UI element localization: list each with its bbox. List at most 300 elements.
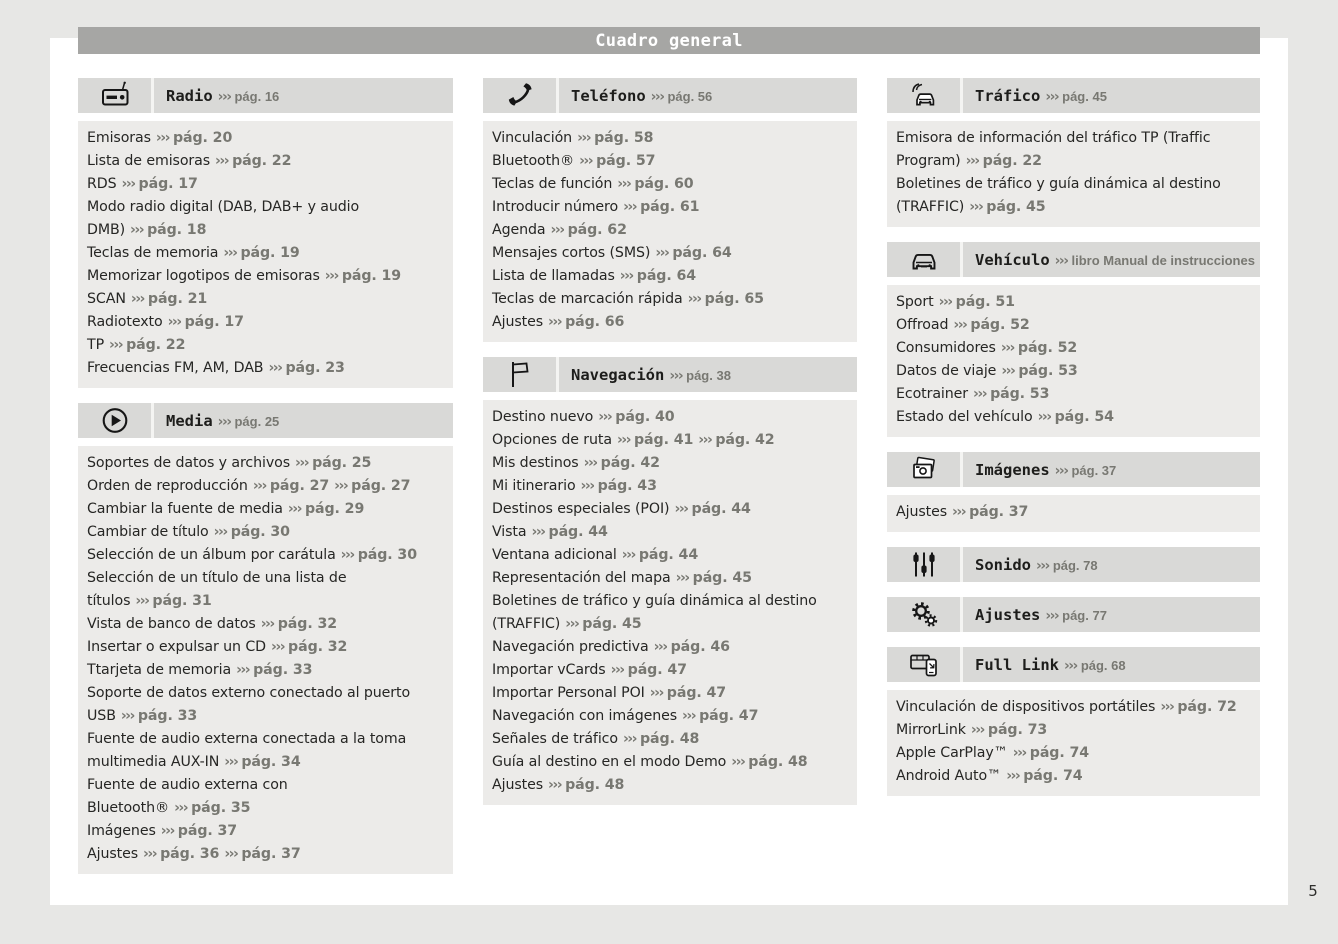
triple-chevron-icon: ›››: [548, 314, 562, 330]
page-ref-label: pág. 38: [686, 368, 731, 383]
section-item-list: [887, 285, 1260, 437]
toc-item: [492, 242, 851, 265]
section-header-telefono: [483, 78, 857, 113]
page-ref-item: [1155, 699, 1236, 715]
triple-chevron-icon: ›››: [621, 547, 635, 563]
toc-item: [896, 173, 1254, 219]
toc-item: [492, 544, 851, 567]
toc-item-label: Cambiar la fuente de media: [87, 501, 283, 517]
toc-item: [896, 501, 1254, 524]
triple-chevron-icon: ›››: [334, 478, 348, 494]
toc-item-label: RDS: [87, 176, 117, 192]
toc-item-label: Memorizar logotipos de emisoras: [87, 268, 320, 284]
page-ref-item: [248, 478, 329, 494]
toc-item-label: Consumidores: [896, 340, 996, 356]
page-ref-label: pág. 44: [638, 547, 699, 563]
triple-chevron-icon: ›››: [598, 409, 612, 425]
toc-item: [87, 127, 447, 150]
toc-section-sonido: [887, 547, 1260, 582]
page-ref-label: pág. 17: [138, 176, 198, 192]
page-ref-label: pág. 48: [748, 754, 808, 770]
toc-item: [492, 311, 851, 334]
toc-item-label: Frecuencias FM, AM, DAB: [87, 360, 264, 376]
triple-chevron-icon: ›››: [577, 130, 591, 146]
page-ref-item: [263, 360, 344, 376]
toc-item-label: Bluetooth®: [492, 153, 575, 169]
toc-section-imagenes: [887, 452, 1260, 532]
page-ref-label: pág. 34: [241, 754, 301, 770]
page-ref-item: [615, 268, 696, 284]
page-ref-item: [576, 478, 657, 494]
triple-chevron-icon: ›››: [215, 153, 229, 169]
page-ref-item: [1001, 768, 1082, 784]
triple-chevron-icon: ›››: [1036, 558, 1049, 574]
triple-chevron-icon: ›››: [698, 432, 712, 448]
toc-item-label: Soportes de datos y archivos: [87, 455, 291, 471]
toc-item: [87, 265, 447, 288]
page-ref-item: [572, 130, 653, 146]
triple-chevron-icon: ›››: [655, 245, 669, 261]
triple-chevron-icon: ›››: [970, 722, 984, 738]
toc-item: [492, 590, 851, 636]
page-ref-label: pág. 65: [704, 291, 764, 307]
page-ref-item: [283, 501, 364, 517]
page-ref-label: pág. 74: [1029, 745, 1090, 761]
toc-item: [492, 265, 851, 288]
sound-sliders-icon: [907, 549, 941, 580]
page-ref-label: pág. 33: [253, 662, 313, 678]
toc-item: [896, 360, 1254, 383]
play-icon: [98, 405, 132, 436]
page-ref-label: pág. 22: [982, 153, 1042, 169]
page-ref-item: [968, 386, 1049, 402]
page-ref-item: [329, 478, 410, 494]
toc-section-navegacion: [483, 357, 857, 805]
toc-item-label: Teclas de marcación rápida: [492, 291, 683, 307]
traffic-icon: [907, 80, 941, 111]
page-ref-label: pág. 30: [357, 547, 417, 563]
toc-item: [87, 242, 447, 265]
toc-item: [87, 196, 447, 242]
page-ref-item: [617, 547, 698, 563]
page-ref-label: pág. 74: [1023, 768, 1083, 784]
section-title: Full Link: [975, 655, 1059, 674]
page-ref-label: pág. 52: [970, 317, 1030, 333]
page-ref-label: pág. 54: [1054, 409, 1114, 425]
page-ref-item: [219, 754, 300, 770]
toc-item-label: Sport: [896, 294, 934, 310]
page-ref-label: pág. 32: [288, 639, 348, 655]
page-ref-label: pág. 72: [1177, 699, 1237, 715]
page-ref-label: pág. 27: [269, 478, 330, 494]
triple-chevron-icon: ›››: [653, 639, 667, 655]
toc-item: [492, 498, 851, 521]
toc-item-label: Estado del vehículo: [896, 409, 1033, 425]
triple-chevron-icon: ›››: [174, 800, 188, 816]
toc-item-label: Mis destinos: [492, 455, 579, 471]
section-item-list: [78, 446, 453, 874]
page-ref-label: pág. 20: [172, 130, 233, 146]
toc-item: [492, 521, 851, 544]
triple-chevron-icon: ›››: [1054, 463, 1068, 479]
page-ref-item: [209, 524, 290, 540]
page-ref-item: [290, 455, 371, 471]
triple-chevron-icon: ›››: [120, 708, 134, 724]
section-item-list: [483, 400, 857, 805]
toc-item-label: Selección de un título de una lista de títulos: [87, 570, 347, 609]
page-ref-label: pág. 48: [640, 731, 700, 747]
toc-item: [87, 150, 447, 173]
page-ref-item: [1008, 745, 1089, 761]
toc-item: [492, 219, 851, 242]
page-ref-label: pág. 19: [240, 245, 300, 261]
toc-item: [492, 173, 851, 196]
page-ref-header: [646, 86, 713, 105]
triple-chevron-icon: ›››: [610, 662, 624, 678]
page-ref-label: pág. 44: [691, 501, 751, 517]
triple-chevron-icon: ›››: [340, 547, 354, 563]
page-ref-label: pág. 64: [672, 245, 732, 261]
page-ref-header: [1040, 86, 1107, 105]
toc-section-full-link: [887, 647, 1260, 796]
toc-item: [87, 820, 447, 843]
section-title: Radio: [166, 86, 213, 105]
triple-chevron-icon: ›››: [160, 823, 174, 839]
toc-item-label: Insertar o expulsar un CD: [87, 639, 266, 655]
toc-item: [492, 751, 851, 774]
toc-item-label: Navegación predictiva: [492, 639, 649, 655]
page-title-bar: [78, 27, 1260, 54]
page-ref-label: pág. 56: [667, 89, 713, 104]
toc-item: [492, 659, 851, 682]
triple-chevron-icon: ›››: [731, 754, 745, 770]
triple-chevron-icon: ›››: [213, 524, 227, 540]
triple-chevron-icon: ›››: [548, 777, 562, 793]
toc-item: [87, 311, 447, 334]
page-ref-label: pág. 62: [567, 222, 627, 238]
section-header-ajustes: [887, 597, 1260, 632]
triple-chevron-icon: ›››: [130, 291, 144, 307]
toc-item-label: Boletines de tráfico y guía dinámica al destino (TRAFFIC): [896, 176, 1221, 215]
page-ref-item: [948, 317, 1029, 333]
toc-item-label: Ttarjeta de memoria: [87, 662, 232, 678]
page-ref-label: pág. 35: [191, 800, 251, 816]
page-ref-label: pág. 22: [232, 153, 292, 169]
page-ref-header: [1031, 555, 1098, 574]
toc-item: [492, 636, 851, 659]
page-ref-item: [612, 432, 693, 448]
section-header-media: [78, 403, 453, 438]
page-ref-label: pág. 22: [126, 337, 186, 353]
section-header-trafico: [887, 78, 1260, 113]
triple-chevron-icon: ›››: [217, 414, 231, 430]
section-title: Media: [166, 411, 213, 430]
page-ref-item: [618, 731, 699, 747]
triple-chevron-icon: ›››: [1064, 658, 1077, 674]
toc-item-label: Ajustes: [492, 777, 544, 793]
page-ref-label: pág. 42: [715, 432, 775, 448]
toc-item-label: Android Auto™: [896, 768, 1002, 784]
page-ref-item: [163, 314, 244, 330]
triple-chevron-icon: ›››: [224, 846, 238, 862]
page-ref-label: pág. 77: [1062, 608, 1107, 623]
page-ref-label: pág. 78: [1052, 558, 1098, 573]
page-ref-label: pág. 37: [241, 846, 301, 862]
page-ref-label: pág. 51: [955, 294, 1015, 310]
page-ref-item: [1033, 409, 1114, 425]
toc-item-label: Imágenes: [87, 823, 156, 839]
triple-chevron-icon: ›››: [167, 314, 181, 330]
toc-item-label: Importar vCards: [492, 662, 606, 678]
toc-item: [87, 357, 447, 380]
triple-chevron-icon: ›››: [649, 685, 663, 701]
triple-chevron-icon: ›››: [531, 524, 545, 540]
section-item-list: [887, 495, 1260, 532]
triple-chevron-icon: ›››: [271, 639, 285, 655]
triple-chevron-icon: ›››: [1006, 768, 1020, 784]
page-ref-label: pág. 30: [230, 524, 290, 540]
toc-item-label: Selección de un álbum por carátula: [87, 547, 336, 563]
toc-item: [896, 314, 1254, 337]
triple-chevron-icon: ›››: [260, 616, 274, 632]
toc-item-label: SCAN: [87, 291, 126, 307]
toc-item-label: Fuente de audio externa conectada a la toma multimedia AUX-IN: [87, 731, 407, 770]
page-ref-item: [156, 823, 237, 839]
toc-item: [492, 567, 851, 590]
triple-chevron-icon: ›››: [565, 616, 579, 632]
toc-item: [87, 728, 447, 774]
toc-item: [492, 288, 851, 311]
page-ref-label: pág. 37: [969, 504, 1029, 520]
triple-chevron-icon: ›››: [1045, 608, 1059, 624]
triple-chevron-icon: ›››: [623, 199, 637, 215]
phone-icon: [503, 80, 537, 111]
page-title: Cuadro general: [595, 30, 743, 51]
triple-chevron-icon: ›››: [155, 130, 169, 146]
triple-chevron-icon: ›››: [295, 455, 309, 471]
page-ref-label: pág. 61: [640, 199, 700, 215]
toc-item: [492, 196, 851, 219]
page-ref-item: [612, 176, 693, 192]
page-ref-item: [966, 722, 1047, 738]
page-ref-label: pág. 42: [600, 455, 660, 471]
toc-item: [896, 337, 1254, 360]
toc-column-left: [78, 78, 453, 889]
toc-section-media: [78, 403, 453, 874]
page-ref-item: [543, 314, 624, 330]
toc-item: [87, 843, 447, 866]
toc-item: [492, 728, 851, 751]
triple-chevron-icon: ›››: [616, 432, 630, 448]
page-ref-label: pág. 45: [1062, 89, 1107, 104]
triple-chevron-icon: ›››: [682, 708, 696, 724]
page-ref-item: [104, 337, 185, 353]
page-ref-label: pág. 68: [1080, 658, 1126, 673]
page-ref-item: [947, 504, 1028, 520]
toc-item: [87, 334, 447, 357]
triple-chevron-icon: ›››: [1000, 340, 1014, 356]
page-ref-label: pág. 57: [596, 153, 656, 169]
toc-item: [492, 127, 851, 150]
page-ref-item: [169, 800, 250, 816]
triple-chevron-icon: ›››: [223, 245, 237, 261]
page-ref-item: [669, 501, 750, 517]
toc-item-label: Orden de reproducción: [87, 478, 248, 494]
page-ref-item: [934, 294, 1015, 310]
page-ref-header: [1050, 460, 1117, 479]
triple-chevron-icon: ›››: [1012, 745, 1026, 761]
page-ref-item: [320, 268, 401, 284]
page-ref-label: libro Manual de instrucciones: [1071, 253, 1255, 268]
page-ref-label: pág. 32: [277, 616, 338, 632]
toc-item: [87, 613, 447, 636]
toc-item-label: Representación del mapa: [492, 570, 671, 586]
toc-item-label: Teclas de función: [492, 176, 613, 192]
triple-chevron-icon: ›››: [324, 268, 338, 284]
section-title: Teléfono: [571, 86, 646, 105]
toc-item: [87, 774, 447, 820]
section-header-navegacion: [483, 357, 857, 392]
section-item-list: [887, 121, 1260, 227]
triple-chevron-icon: ›››: [675, 570, 689, 586]
flag-icon: [503, 359, 537, 390]
page-ref-item: [574, 153, 655, 169]
page-ref-item: [231, 662, 312, 678]
toc-item: [87, 521, 447, 544]
triple-chevron-icon: ›››: [617, 176, 631, 192]
triple-chevron-icon: ›››: [669, 368, 683, 384]
toc-item: [492, 475, 851, 498]
page-ref-label: pág. 47: [666, 685, 727, 701]
section-title: Imágenes: [975, 460, 1050, 479]
section-header-imagenes: [887, 452, 1260, 487]
section-item-list: [78, 121, 453, 388]
toc-item-label: Lista de llamadas: [492, 268, 615, 284]
triple-chevron-icon: ›››: [952, 504, 966, 520]
toc-item: [896, 765, 1254, 788]
toc-item-label: Mensajes cortos (SMS): [492, 245, 651, 261]
triple-chevron-icon: ›››: [550, 222, 564, 238]
section-header-full-link: [887, 647, 1260, 682]
page-number: 5: [1308, 882, 1318, 900]
section-header-radio: [78, 78, 453, 113]
triple-chevron-icon: ›››: [650, 89, 664, 105]
toc-item-label: Opciones de ruta: [492, 432, 612, 448]
page-ref-label: pág. 21: [147, 291, 208, 307]
page-ref-label: pág. 17: [184, 314, 244, 330]
triple-chevron-icon: ›››: [687, 291, 701, 307]
page-ref-label: pág. 64: [636, 268, 697, 284]
page-ref-label: pág. 45: [582, 616, 642, 632]
page-ref-item: [218, 245, 299, 261]
section-item-list: [483, 121, 857, 342]
toc-item-label: Datos de viaje: [896, 363, 997, 379]
toc-item-label: MirrorLink: [896, 722, 966, 738]
page-ref-header: [213, 86, 280, 105]
page-ref-item: [256, 616, 337, 632]
triple-chevron-icon: ›››: [236, 662, 250, 678]
triple-chevron-icon: ›››: [674, 501, 688, 517]
triple-chevron-icon: ›››: [965, 153, 979, 169]
page-ref-item: [964, 199, 1045, 215]
triple-chevron-icon: ›››: [143, 846, 157, 862]
page-ref-label: pág. 37: [1071, 463, 1117, 478]
triple-chevron-icon: ›››: [973, 386, 987, 402]
page-ref-item: [336, 547, 417, 563]
page-ref-label: pág. 25: [312, 455, 372, 471]
page-ref-label: pág. 25: [234, 414, 280, 429]
full-link-icon: [907, 649, 941, 680]
toc-item: [87, 682, 447, 728]
triple-chevron-icon: ›››: [224, 754, 238, 770]
toc-item: [87, 498, 447, 521]
toc-item-label: Soporte de datos externo conectado al puerto USB: [87, 685, 411, 724]
page-ref-item: [593, 409, 674, 425]
section-title: Ajustes: [975, 605, 1041, 624]
car-icon: [907, 244, 941, 275]
toc-item-label: Mi itinerario: [492, 478, 576, 494]
triple-chevron-icon: ›››: [622, 731, 636, 747]
toc-item-label: Destino nuevo: [492, 409, 594, 425]
page-ref-item: [671, 570, 752, 586]
section-title: Vehículo: [975, 250, 1050, 269]
toc-item: [896, 719, 1254, 742]
triple-chevron-icon: ›››: [268, 360, 282, 376]
page-ref-item: [693, 432, 774, 448]
page-ref-label: pág. 58: [594, 130, 654, 146]
page-ref-header: [664, 365, 731, 384]
section-title: Navegación: [571, 365, 665, 384]
triple-chevron-icon: ›››: [135, 593, 149, 609]
page-ref-header: [1059, 655, 1126, 674]
section-header-vehiculo: [887, 242, 1260, 277]
page-ref-item: [677, 708, 758, 724]
page-ref-label: pág. 47: [627, 662, 687, 678]
page-ref-item: [266, 639, 347, 655]
triple-chevron-icon: ›››: [130, 222, 144, 238]
page-ref-header: [213, 411, 280, 430]
toc-item-label: Navegación con imágenes: [492, 708, 678, 724]
page-ref-item: [961, 153, 1042, 169]
toc-item-label: Ajustes: [87, 846, 139, 862]
toc-item-label: Ventana adicional: [492, 547, 617, 563]
toc-item: [87, 544, 447, 567]
page-ref-label: pág. 46: [670, 639, 730, 655]
triple-chevron-icon: ›››: [969, 199, 983, 215]
page-ref-item: [683, 291, 764, 307]
toc-column-middle: [483, 78, 857, 820]
page-ref-item: [151, 130, 232, 146]
toc-item-label: Radiotexto: [87, 314, 163, 330]
page-ref-item: [606, 662, 687, 678]
page-ref-label: pág. 18: [147, 222, 207, 238]
triple-chevron-icon: ›››: [938, 294, 952, 310]
toc-item-label: Cambiar de título: [87, 524, 209, 540]
section-title: Sonido: [975, 555, 1031, 574]
triple-chevron-icon: ›››: [252, 478, 266, 494]
triple-chevron-icon: ›››: [1001, 363, 1015, 379]
toc-item-label: Señales de tráfico: [492, 731, 618, 747]
page-ref-item: [618, 199, 699, 215]
toc-section-trafico: [887, 78, 1260, 227]
page-ref-label: pág. 27: [351, 478, 411, 494]
toc-item: [896, 696, 1254, 719]
triple-chevron-icon: ›››: [109, 337, 123, 353]
page-ref-label: pág. 37: [177, 823, 238, 839]
toc-item: [492, 452, 851, 475]
page-ref-header: [1040, 605, 1107, 624]
toc-item-label: Offroad: [896, 317, 949, 333]
